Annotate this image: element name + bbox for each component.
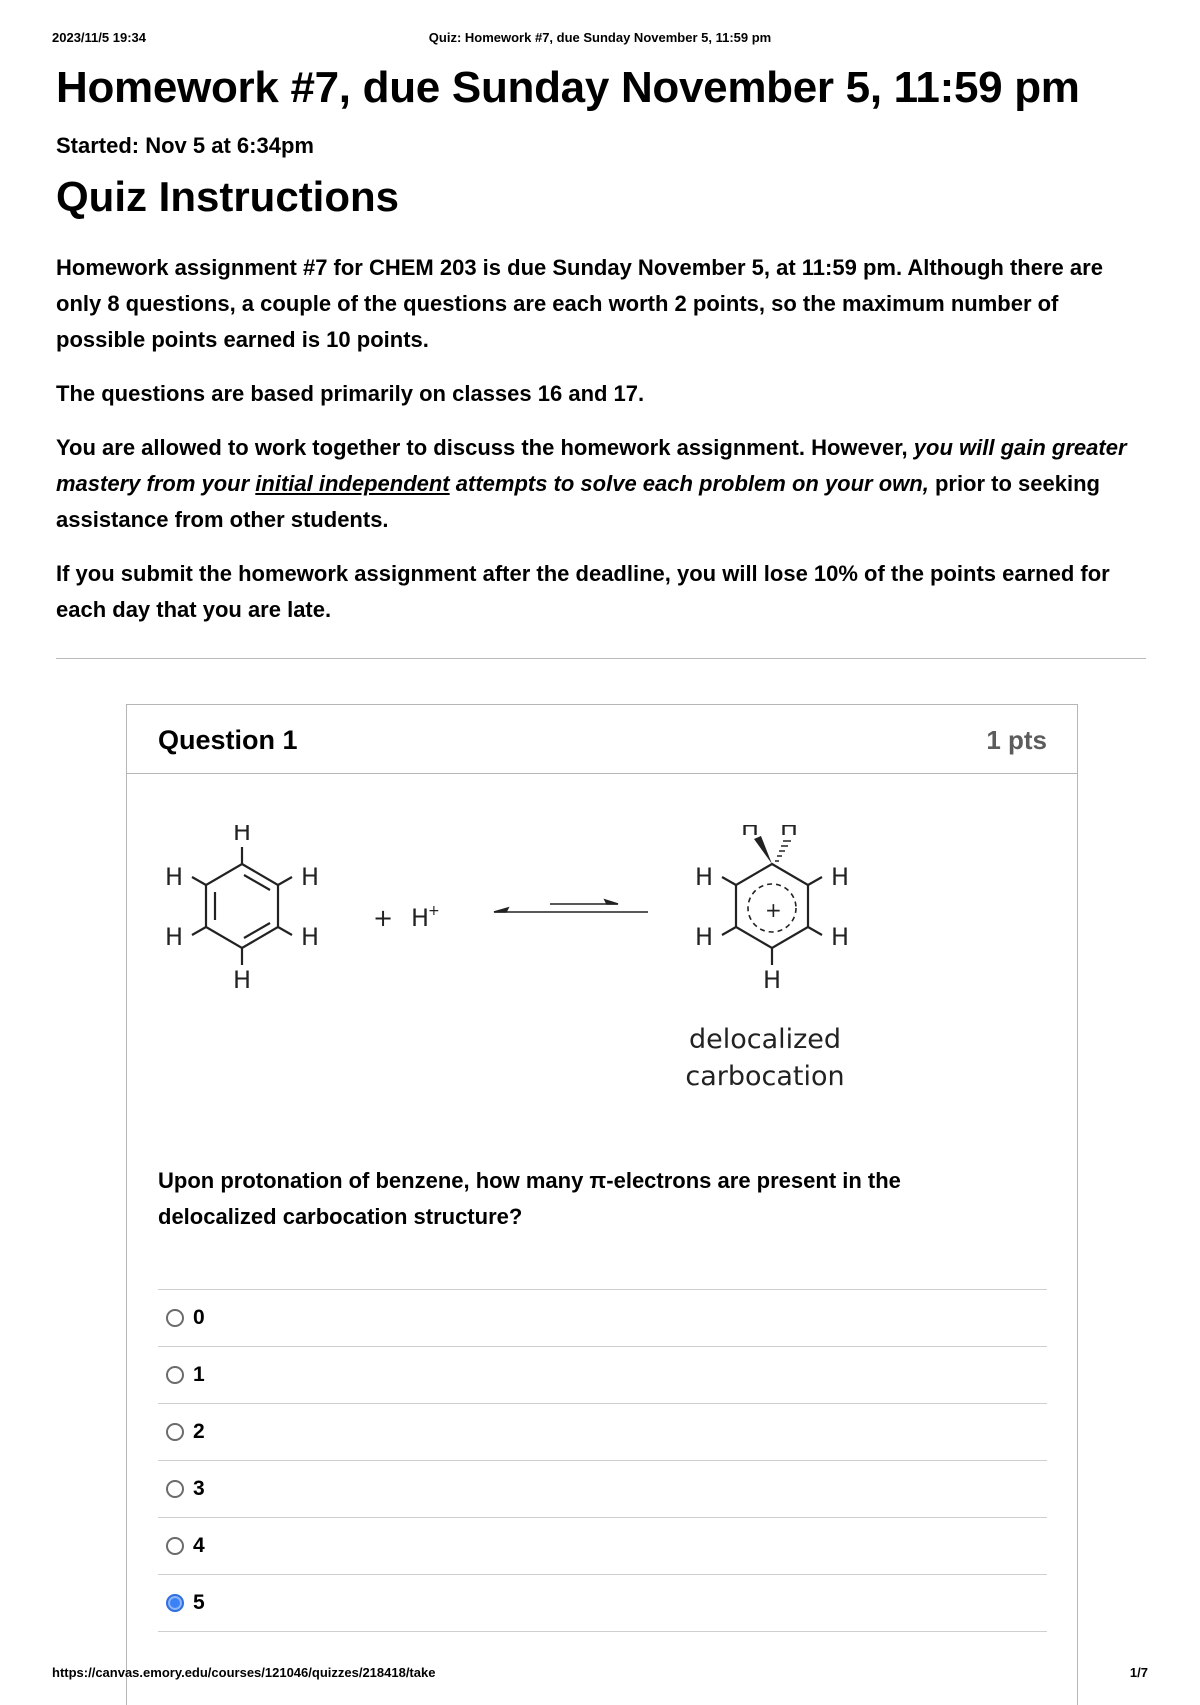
plus-sign: + <box>373 904 394 932</box>
ch-bond <box>192 927 206 935</box>
instructions-heading: Quiz Instructions <box>56 173 400 220</box>
answer-label: 3 <box>193 1477 205 1500</box>
answer-label: 1 <box>193 1363 205 1386</box>
radio-button[interactable] <box>166 1366 184 1384</box>
answer-option-3[interactable] <box>158 1460 1047 1517</box>
atom-h: H <box>763 966 782 994</box>
forward-arrowhead <box>605 900 618 904</box>
instr-emphasis-text: you will gain greater mastery from your <box>56 435 1127 496</box>
question-header <box>127 705 1077 774</box>
answer-label: 2 <box>193 1420 205 1443</box>
ch-bond <box>278 927 292 935</box>
answer-option-0[interactable] <box>158 1289 1047 1346</box>
print-footer <box>52 1665 1148 1685</box>
atom-h: H <box>831 863 850 891</box>
instructions-paragraph-2: The questions are based primarily on classes 16 and 17. <box>56 381 645 406</box>
radio-button[interactable] <box>166 1594 184 1612</box>
instructions-paragraph-3 <box>56 430 1146 538</box>
instr-text: You are allowed to work together to discuss the homework assignment. However, <box>56 435 914 460</box>
benzene-ring <box>206 864 278 948</box>
question-title: Question 1 <box>158 725 298 755</box>
benzene-structure <box>192 847 292 965</box>
print-header <box>52 30 1148 50</box>
answer-label: 4 <box>193 1534 205 1557</box>
radio-button[interactable] <box>166 1480 184 1498</box>
equilibrium-arrow <box>494 900 648 912</box>
atom-h: H <box>780 825 799 841</box>
ch-bond <box>192 877 206 885</box>
double-bond-2 <box>244 923 270 938</box>
instr-emphasis-text-2: attempts to solve each problem on your own, <box>449 471 929 496</box>
answer-label: 0 <box>193 1306 205 1329</box>
atom-h: H <box>695 863 714 891</box>
radio-button[interactable] <box>166 1537 184 1555</box>
reverse-arrowhead <box>494 908 508 912</box>
atom-h: H <box>741 825 760 841</box>
answer-option-4[interactable] <box>158 1517 1047 1574</box>
atom-h: H <box>301 923 320 951</box>
radio-button[interactable] <box>166 1309 184 1327</box>
ch-bond <box>722 877 736 885</box>
instructions-paragraph-4: If you submit the homework assignment after the deadline, you will lose 10% of the points earned for each day that you are late. <box>56 561 1110 622</box>
print-date: 2023/11/5 19:34 <box>52 30 146 45</box>
atom-h: H <box>233 966 252 994</box>
atom-h: H <box>831 923 850 951</box>
started-time: Started: Nov 5 at 6:34pm <box>56 133 314 158</box>
answer-options <box>158 1289 1047 1632</box>
label-carbocation: carbocation <box>685 1061 845 1092</box>
answer-option-1[interactable] <box>158 1346 1047 1403</box>
answer-option-5[interactable] <box>158 1574 1047 1632</box>
proton: H <box>411 904 430 932</box>
quiz-instructions <box>56 250 1146 628</box>
ch-bond <box>808 877 822 885</box>
ring-charge: + <box>765 898 782 922</box>
print-title: Quiz: Homework #7, due Sunday November 5, 11:59 pm <box>428 30 772 45</box>
ch-bond <box>808 927 822 935</box>
atom-h: H <box>165 863 184 891</box>
instr-underline: initial independent <box>255 471 450 496</box>
label-delocalized: delocalized <box>688 1024 842 1055</box>
hashed-bond <box>775 841 791 861</box>
atom-h: H <box>165 923 184 951</box>
reaction-figure <box>158 825 878 1145</box>
main-content <box>56 58 1146 646</box>
answer-label: 5 <box>193 1591 205 1614</box>
instr-text-2: prior to seeking assistance from other students. <box>56 471 1100 532</box>
radio-button[interactable] <box>166 1423 184 1441</box>
question-text: Upon protonation of benzene, how many π-electrons are present in the delocalized carbocation structure? <box>158 1168 901 1229</box>
atom-h: H <box>695 923 714 951</box>
answer-option-2[interactable] <box>158 1403 1047 1460</box>
atom-h: H <box>233 825 252 846</box>
atom-h: H <box>301 863 320 891</box>
instructions-paragraph-1: Homework assignment #7 for CHEM 203 is due Sunday November 5, at 11:59 pm. Although there are only 8 questions, a couple of the questions are each worth 2 points, so the maximum number of possible points earned is 10 points. <box>56 255 1103 352</box>
page-url: https://canvas.emory.edu/courses/121046/quizzes/218418/take <box>52 1665 436 1680</box>
section-divider <box>56 658 1146 659</box>
ch-bond <box>278 877 292 885</box>
page-title: Homework #7, due Sunday November 5, 11:59 pm <box>56 63 1080 112</box>
ch-bond <box>722 927 736 935</box>
page-number: 1/7 <box>1129 1665 1148 1680</box>
question-card <box>126 704 1078 1705</box>
question-points: 1 pts <box>986 725 1047 755</box>
proton-charge: + <box>428 903 440 919</box>
reaction-diagram <box>158 825 878 1145</box>
